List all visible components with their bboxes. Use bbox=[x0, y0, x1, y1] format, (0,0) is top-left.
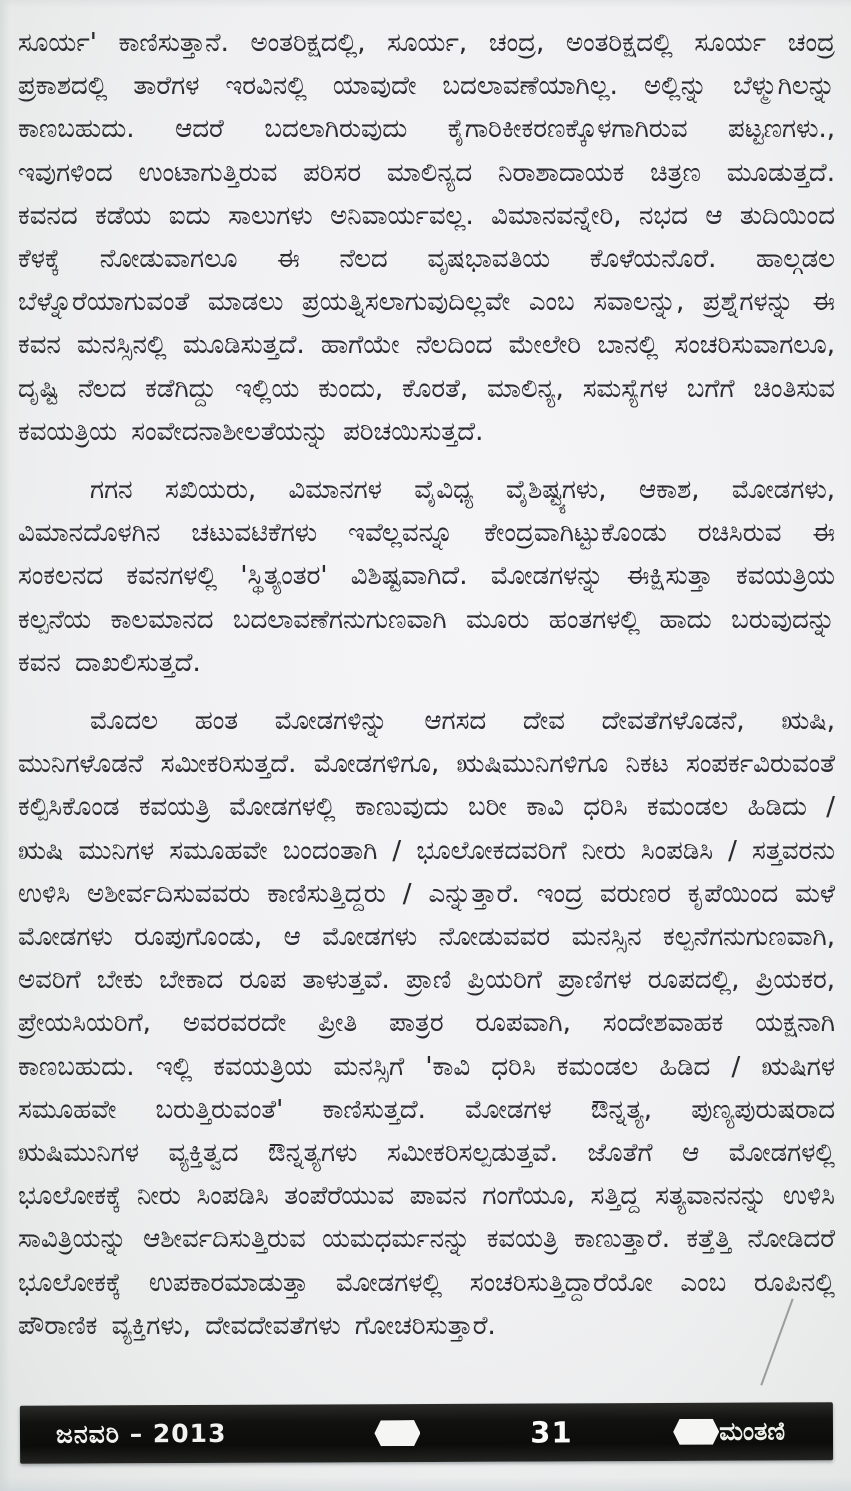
paragraph: ಸೂರ್ಯ' ಕಾಣಿಸುತ್ತಾನೆ. ಅಂತರಿಕ್ಷದಲ್ಲಿ, ಸೂರ್ಯ, ಚಂದ್ರ, ಅಂತರಿಕ್ಷದಲ್ಲಿ ಸೂರ್ಯ ಚಂದ್ರ ಪ್ರಕಾಶದಲ್ಲಿ ತಾರೆಗಳ ಇರವಿನಲ್ಲಿ ಯಾವುದೇ ಬದಲಾವಣೆಯಾಗಿಲ್ಲ. ಅಲ್ಲಿನ್ನು ಬೆಳ್ಮುಗಿಲನ್ನು ಕಾಣಬಹುದು. ಆದರೆ ಬದಲಾಗಿರುವುದು ಕೈಗಾರಿಕೀಕರಣಕ್ಕೊಳಗಾಗಿರುವ ಪಟ್ಟಣಗಳು., ಇವುಗಳಿಂದ ಉಂಟಾಗುತ್ತಿರುವ ಪರಿಸರ ಮಾಲಿನ್ಯದ ನಿರಾಶಾದಾಯಕ ಚಿತ್ರಣ ಮೂಡುತ್ತದೆ. ಕವನದ ಕಡೆಯ ಐದು ಸಾಲುಗಳು ಅನಿವಾರ್ಯವಲ್ಲ. ವಿಮಾನವನ್ನೇರಿ, ನಭದ ಆ ತುದಿಯಿಂದ ಕೆಳಕ್ಕೆ ನೋಡುವಾಗಲೂ ಈ ನೆಲದ ವೃಷಭಾವತಿಯ ಕೊಳೆಯನೊರೆ. ಹಾಲ್ಗಡಲ ಬೆಳ್ನೊರೆಯಾಗುವಂತೆ ಮಾಡಲು ಪ್ರಯತ್ನಿಸಲಾಗುವುದಿಲ್ಲವೇ ಎಂಬ ಸವಾಲನ್ನು, ಪ್ರಶ್ನೆಗಳನ್ನು ಈ ಕವನ ಮನಸ್ಸಿನಲ್ಲಿ ಮೂಡಿಸುತ್ತದೆ. ಹಾಗೆಯೇ ನೆಲದಿಂದ ಮೇಲೇರಿ ಬಾನಲ್ಲಿ ಸಂಚರಿಸುವಾಗಲೂ, ದೃಷ್ಟಿ ನೆಲದ ಕಡೆಗಿದ್ದು ಇಲ್ಲಿಯ ಕುಂದು, ಕೊರತೆ, ಮಾಲಿನ್ಯ, ಸಮಸ್ಯೆಗಳ ಬಗೆಗೆ ಚಿಂತಿಸುವ ಕವಯತ್ರಿಯ ಸಂವೇದನಾಶೀಲತೆಯನ್ನು ಪರಿಚಯಿಸುತ್ತದೆ. bbox=[18, 28, 835, 447]
footer-bar bbox=[20, 1402, 833, 1464]
page-number: 31 bbox=[530, 1415, 573, 1450]
body-text bbox=[18, 22, 835, 1348]
hexagon-icon bbox=[374, 1420, 420, 1446]
hexagon-icon bbox=[673, 1419, 719, 1445]
page-edge-shading bbox=[0, 0, 10, 1491]
paragraph: ಗಗನ ಸಖಿಯರು, ವಿಮಾನಗಳ ವೈವಿಧ್ಯ ವೈಶಿಷ್ಟ್ಯಗಳು, ಆಕಾಶ, ಮೋಡಗಳು, ವಿಮಾನದೊಳಗಿನ ಚಟುವಟಿಕೆಗಳು ಇವೆಲ್ಲವನ್ನೂ ಕೇಂದ್ರವಾಗಿಟ್ಟುಕೊಂಡು ರಚಿಸಿರುವ ಈ ಸಂಕಲನದ ಕವನಗಳಲ್ಲಿ 'ಸ್ಥಿತ್ಯಂತರ' ವಿಶಿಷ್ಟವಾಗಿದೆ. ಮೋಡಗಳನ್ನು ಈಕ್ಷಿಸುತ್ತಾ ಕವಯತ್ರಿಯ ಕಲ್ಪನೆಯ ಕಾಲಮಾನದ ಬದಲಾವಣೆಗನುಗುಣವಾಗಿ ಮೂರು ಹಂತಗಳಲ್ಲಿ ಹಾದು ಬರುವುದನ್ನು ಕವನ ದಾಖಲಿಸುತ್ತದೆ. bbox=[18, 475, 835, 678]
page-edge-shading bbox=[0, 0, 851, 8]
paragraph: ಮೊದಲ ಹಂತ ಮೋಡಗಳಿನ್ನು ಆಗಸದ ದೇವ ದೇವತೆಗಳೊಡನೆ, ಋಷಿ, ಮುನಿಗಳೊಡನೆ ಸಮೀಕರಿಸುತ್ತದೆ. ಮೋಡಗಳಿಗೂ, ಋಷಿಮುನಿಗಳಿಗೂ ನಿಕಟ ಸಂಪರ್ಕವಿರುವಂತೆ ಕಲ್ಪಿಸಿಕೊಂಡ ಕವಯತ್ರಿ ಮೋಡಗಳಲ್ಲಿ ಕಾಣುವುದು ಬರೀ ಕಾವಿ ಧರಿಸಿ ಕಮಂಡಲ ಹಿಡಿದು / ಋಷಿ ಮುನಿಗಳ ಸಮೂಹವೇ ಬಂದಂತಾಗಿ / ಭೂಲೋಕದವರಿಗೆ ನೀರು ಸಿಂಪಡಿಸಿ / ಸತ್ತವರನು ಉಳಿಸಿ ಅಶೀರ್ವದಿಸುವವರು ಕಾಣಿಸುತ್ತಿದ್ದರು / ಎನ್ನುತ್ತಾರೆ. ಇಂದ್ರ ವರುಣರ ಕೃಪೆಯಿಂದ ಮಳೆ ಮೋಡಗಳು ರೂಪುಗೊಂಡು, ಆ ಮೋಡಗಳು ನೋಡುವವರ ಮನಸ್ಸಿನ ಕಲ್ಪನೆಗನುಗುಣವಾಗಿ, ಅವರಿಗೆ ಬೇಕು ಬೇಕಾದ ರೂಪ ತಾಳುತ್ತವೆ. ಪ್ರಾಣಿ ಪ್ರಿಯರಿಗೆ ಪ್ರಾಣಿಗಳ ರೂಪದಲ್ಲಿ, ಪ್ರಿಯಕರ, ಪ್ರೇಯಸಿಯರಿಗೆ, ಅವರವರದೇ ಪ್ರೀತಿ ಪಾತ್ರರ ರೂಪವಾಗಿ, ಸಂದೇಶವಾಹಕ ಯಕ್ಷನಾಗಿ ಕಾಣಬಹುದು. ಇಲ್ಲಿ ಕವಯತ್ರಿಯ ಮನಸ್ಸಿಗೆ 'ಕಾವಿ ಧರಿಸಿ ಕಮಂಡಲ ಹಿಡಿದ / ಋಷಿಗಳ ಸಮೂಹವೇ ಬರುತ್ತಿರುವಂತೆ' ಕಾಣಿಸುತ್ತದೆ. ಮೋಡಗಳ ಔನ್ನತ್ಯ, ಪುಣ್ಯಪುರುಷರಾದ ಋಷಿಮುನಿಗಳ ವ್ಯಕ್ತಿತ್ವದ ಔನ್ನತ್ಯಗಳು ಸಮೀಕರಿಸಲ್ಪಡುತ್ತವೆ. ಜೊತೆಗೆ ಆ ಮೋಡಗಳಲ್ಲಿ ಭೂಲೋಕಕ್ಕೆ ನೀರು ಸಿಂಪಡಿಸಿ ತಂಪೆರೆಯುವ ಪಾವನ ಗಂಗೆಯೂ, ಸತ್ತಿದ್ದ ಸತ್ಯವಾನನನ್ನು ಉಳಿಸಿ ಸಾವಿತ್ರಿಯನ್ನು ಆಶೀರ್ವದಿಸುತ್ತಿರುವ ಯಮಧರ್ಮನನ್ನು ಕವಯತ್ರಿ ಕಾಣುತ್ತಾರೆ. ಕತ್ತೆತ್ತಿ ನೋಡಿದರೆ ಭೂಲೋಕಕ್ಕೆ ಉಪಕಾರಮಾಡುತ್ತಾ ಮೋಡಗಳಲ್ಲಿ ಸಂಚರಿಸುತ್ತಿದ್ದಾರೆಯೋ ಎಂಬ ರೂಪಿನಲ್ಲಿ ಪೌರಾಣಿಕ ವ್ಯಕ್ತಿಗಳು, ದೇವದೇವತೆಗಳು ಗೋಚರಿಸುತ್ತಾರೆ. bbox=[18, 706, 835, 1341]
page-edge-shading bbox=[0, 1477, 851, 1491]
footer-magazine-name: ಮಂತಣಿ bbox=[719, 1416, 786, 1446]
footer-issue-date: ಜನವರಿ – 2013 bbox=[55, 1418, 227, 1449]
